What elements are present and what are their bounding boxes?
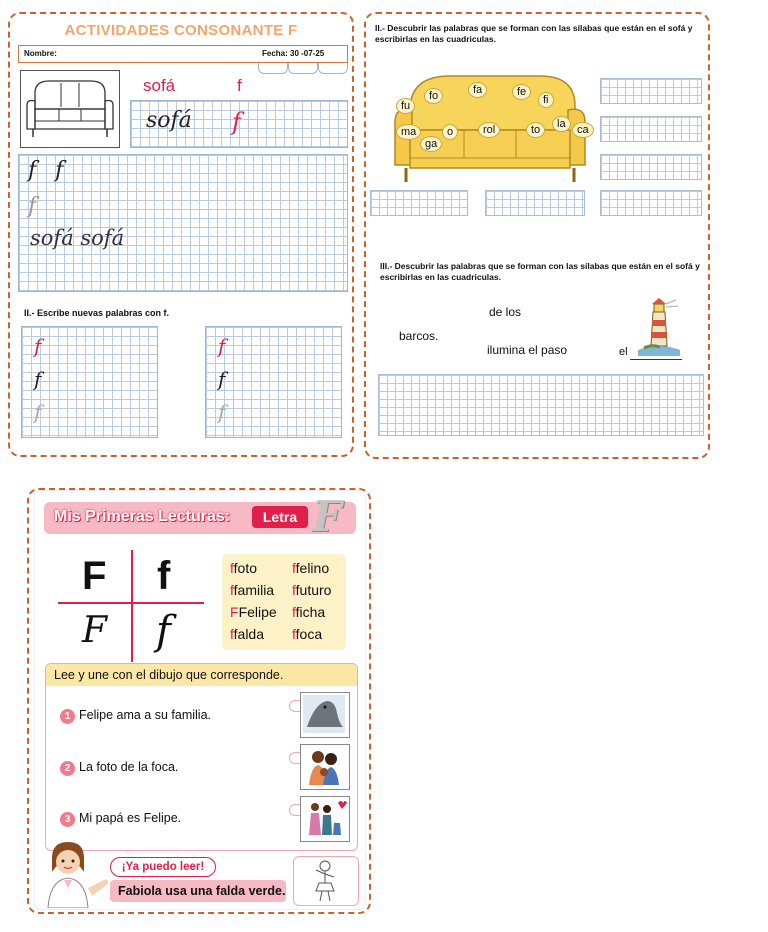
lower-f-print: f [157, 554, 171, 598]
word-ficha: fficha [292, 604, 326, 620]
instruction-text: Lee y une con el dibujo que corresponde. [54, 668, 284, 682]
dad-icon [301, 797, 347, 839]
syllable-ma: ma [396, 124, 421, 140]
banner-letter: F [312, 492, 342, 541]
lighthouse-icon [636, 298, 682, 358]
sofa-outline-icon [21, 71, 119, 147]
exercise-item-1 [60, 708, 211, 724]
phrase-barcos: barcos. [399, 329, 439, 343]
answer-grid-4 [370, 190, 468, 216]
ws2-section2-title: II.- Descubrir las palabras que se forman con las sílabas que están en el sofá y escribirlas en las cuadriculas. [375, 23, 693, 44]
grid-new-words-right [205, 326, 342, 438]
trace-row-3: sofá sofá [30, 226, 125, 250]
banner-title: Mis Primeras Lecturas: [54, 508, 231, 525]
word-falda: ffalda [230, 626, 264, 642]
girl-illustration [38, 840, 118, 908]
name-date-bar [18, 45, 348, 63]
lighthouse-image [636, 298, 682, 358]
syllable-ga: ga [420, 136, 442, 152]
picture-dad[interactable] [300, 796, 350, 842]
section3-answer-grid [378, 374, 704, 436]
banner-badge: Letra [252, 506, 308, 528]
word-felino: ffelino [292, 560, 330, 576]
grid-new-words-left [21, 326, 158, 438]
name-label: Nombre: [24, 49, 57, 58]
syllable-fa: fa [468, 82, 487, 98]
letter-quadrant [58, 550, 204, 662]
answer-grid-6 [600, 190, 702, 216]
date-label: Fecha: 30 -07-25 [262, 49, 325, 58]
upper-f-print: F [82, 554, 107, 598]
speech-bubble: ¡Ya puedo leer! [110, 857, 216, 877]
answer-grid-1 [600, 78, 702, 104]
dancer-icon [294, 857, 356, 903]
answer-grid-5 [485, 190, 585, 216]
item-text: Felipe ama a su familia. [79, 708, 212, 722]
worksheet-1-title: ACTIVIDADES CONSONANTE F [64, 22, 298, 39]
sofa-outline-image [20, 70, 120, 148]
upper-f-cursive: F [82, 610, 107, 651]
item-text: Mi papá es Felipe. [79, 811, 182, 825]
yellow-sofa-image [390, 70, 590, 188]
answer-grid-3 [600, 154, 702, 180]
syllable-fe: fe [512, 84, 531, 100]
letter-f-print: f [237, 76, 242, 95]
item-number: 3 [60, 812, 75, 827]
word-futuro: ffuturo [292, 582, 332, 598]
ws2-section3-title: III.- Descubrir las palabras que se forman con las sílabas que están en el sofá y escribirlas en las cuadriculas. [380, 261, 700, 282]
phrase-de-los: de los [489, 305, 522, 319]
picture-dancer[interactable] [293, 856, 359, 906]
answer-grid-2 [600, 116, 702, 142]
syllable-fi: fi [538, 92, 554, 108]
picture-family[interactable] [300, 744, 350, 790]
footer-sentence: Fabiola usa una falda verde. [118, 884, 286, 898]
girl-icon [38, 840, 118, 908]
lower-f-cursive: f [156, 608, 171, 654]
trace-row-2: f [28, 194, 37, 219]
exercise-item-3 [60, 811, 181, 827]
phrase-ilumina: ilumina el paso [487, 343, 568, 357]
section2-title: II.- Escribe nuevas palabras con f. [24, 308, 170, 318]
item-number: 2 [60, 761, 75, 776]
phrase-el: el [619, 346, 628, 358]
word-col-1 [230, 557, 277, 645]
family-icon [301, 745, 347, 787]
syllable-o: o [442, 124, 458, 140]
item-text: La foto de la foca. [79, 760, 179, 774]
word-foto: ffoto [230, 560, 257, 576]
word-col-2 [292, 557, 331, 645]
syllable-fo: fo [424, 88, 443, 104]
word-felipe: FFelipe [230, 604, 277, 620]
syllable-fu: fu [396, 98, 415, 114]
exercise-item-2 [60, 760, 178, 776]
picture-seal[interactable] [300, 692, 350, 738]
item-number: 1 [60, 709, 75, 724]
trace-row-1: f f [28, 158, 70, 183]
word-foca: ffoca [292, 626, 323, 642]
syllable-la: la [552, 116, 571, 132]
syllable-rol: rol [478, 122, 500, 138]
syllable-ca: ca [572, 122, 594, 138]
seal-icon [301, 693, 347, 735]
word-sofa-cursive: sofá [146, 108, 192, 133]
syllable-to: to [526, 122, 545, 138]
word-familia: ffamilia [230, 582, 275, 598]
word-sofa-print: sofá [143, 76, 176, 95]
letter-f-cursive: f [232, 108, 241, 136]
